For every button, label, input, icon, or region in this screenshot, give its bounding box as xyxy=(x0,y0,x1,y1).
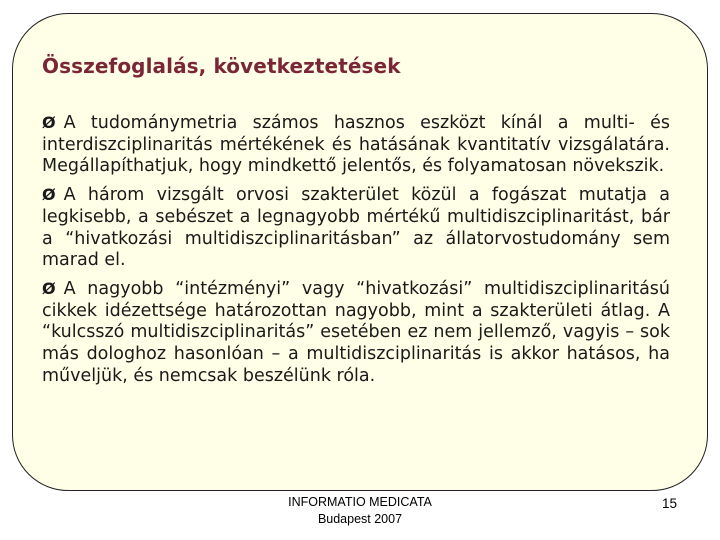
slide-body xyxy=(42,112,670,393)
footer-location: Budapest 2007 xyxy=(317,512,403,526)
slide-title: Összefoglalás, következtetések xyxy=(42,54,401,78)
arrow-bullet-icon: Ø xyxy=(42,185,56,205)
paragraph-text-2: A három vizsgált orvosi szakterület közül a fogászat mutatja a legkisebb, a sebészet a legnagyobb mértékű multidiszciplinaritást, bár a “hivatkozási multidiszciplinaritásban” az állatorvostudomány sem marad el. xyxy=(42,185,670,271)
bullet-paragraph-3 xyxy=(42,278,670,388)
arrow-bullet-icon: Ø xyxy=(42,278,56,298)
arrow-bullet-icon: Ø xyxy=(42,113,56,132)
paragraph-text-1: A tudománymetria számos hasznos eszközt kínál a multi- és interdiszciplinaritás mértékének és hatásának kvantitatív vizsgálatára. Megállapíthatjuk, hogy mindkettő jelentős, és folyamatosan növekszik. xyxy=(42,113,670,177)
paragraph-text-3: A nagyobb “intézményi” vagy “hivatkozási” multidiszciplinaritású cikkek idézettsége határozottan nagyobb, mint a szakterületi átlag. A “kulcsszó multidiszciplinaritás” esetében ez nem jellemző, vagyis – sok más dologhoz hasonlóan – a multidiszciplinaritás is akkor hatásos, ha műveljük, és nemcsak beszélünk róla. xyxy=(42,278,670,386)
page-number: 15 xyxy=(662,496,678,511)
footer-conference: INFORMATIO MEDICATA xyxy=(288,495,432,509)
bullet-paragraph-2 xyxy=(42,184,670,272)
slide-footer xyxy=(243,494,477,528)
bullet-paragraph-1 xyxy=(42,112,670,178)
